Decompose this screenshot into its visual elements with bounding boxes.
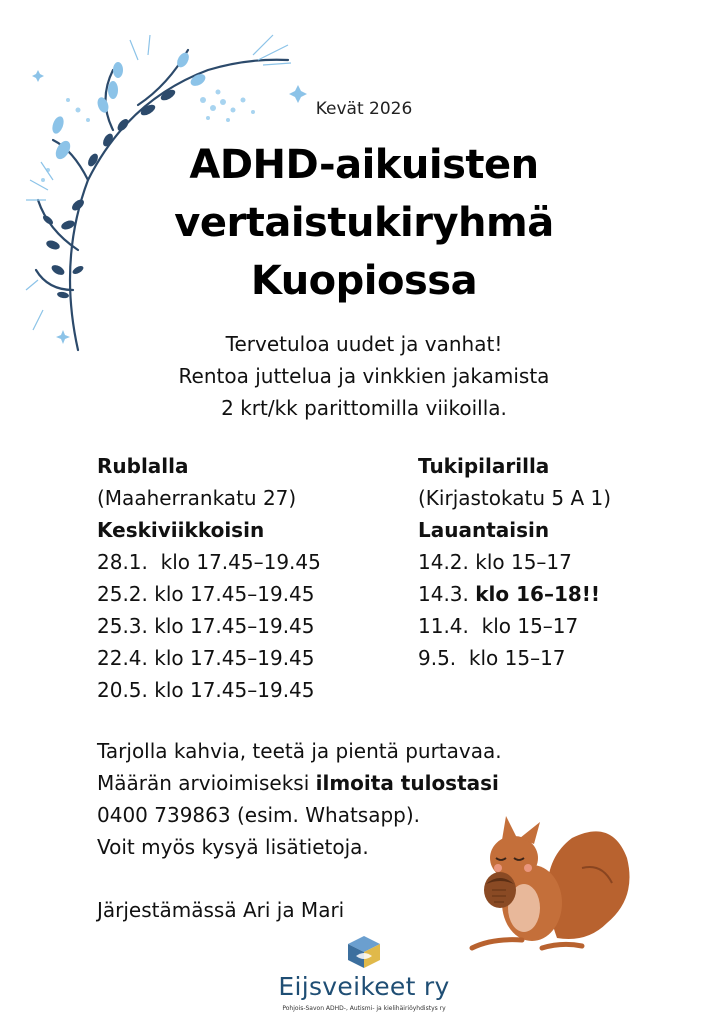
title-line: ADHD-aikuisten [189,142,539,188]
season-label: Kevät 2026 [315,99,413,119]
info-line: Voit myös kysyä lisätietoja. [97,835,369,859]
title-line: Kuopiossa [250,258,478,304]
schedule-row: 22.4. klo 17.45–19.45 [97,646,315,670]
venue-rubla [97,450,397,706]
schedule-row: 14.2. klo 15–17 [418,550,572,574]
venue-weekday: Keskiviikkoisin [97,518,265,542]
info-line: Tarjolla kahvia, teetä ja pientä purtavaa. [97,739,502,763]
intro-line: Rentoa juttelua ja vinkkien jakamista [178,364,550,388]
org-subtitle: Pohjois-Savon ADHD-, Autismi- ja kielihäiriöyhdistys ry [282,1005,446,1012]
info-line: 0400 739863 (esim. Whatsapp). [97,803,421,827]
schedule-row: 14.3. klo 16–18!! [418,582,601,606]
venue-name: Rublalla [97,454,189,478]
venue-address: (Maaherrankatu 27) [97,486,297,510]
venue-tukipilari [418,450,718,674]
intro-line: 2 krt/kk parittomilla viikoilla. [221,396,507,420]
squirrel-icon [462,808,642,958]
title-line: vertaistukiryhmä [174,200,554,246]
schedule-row: 28.1. klo 17.45–19.45 [97,550,321,574]
schedule-row: 25.3. klo 17.45–19.45 [97,614,315,638]
venue-name: Tukipilarilla [418,454,550,478]
info-line: Määrän arvioimiseksi ilmoita tulostasi [97,771,499,795]
venue-weekday: Lauantaisin [418,518,550,542]
schedule-row: 11.4. klo 15–17 [418,614,579,638]
venue-address: (Kirjastokatu 5 A 1) [418,486,612,510]
org-name: Eijsveikeet ry [278,972,450,1001]
intro-line: Tervetuloa uudet ja vanhat! [225,332,503,356]
org-logo-icon [346,934,382,970]
schedule-row: 20.5. klo 17.45–19.45 [97,678,315,702]
intro-text [0,328,728,424]
schedule-row: 25.2. klo 17.45–19.45 [97,582,315,606]
organizers-text: Järjestämässä Ari ja Mari [97,898,345,922]
schedule-row: 9.5. klo 15–17 [418,646,566,670]
page-title [0,136,728,310]
